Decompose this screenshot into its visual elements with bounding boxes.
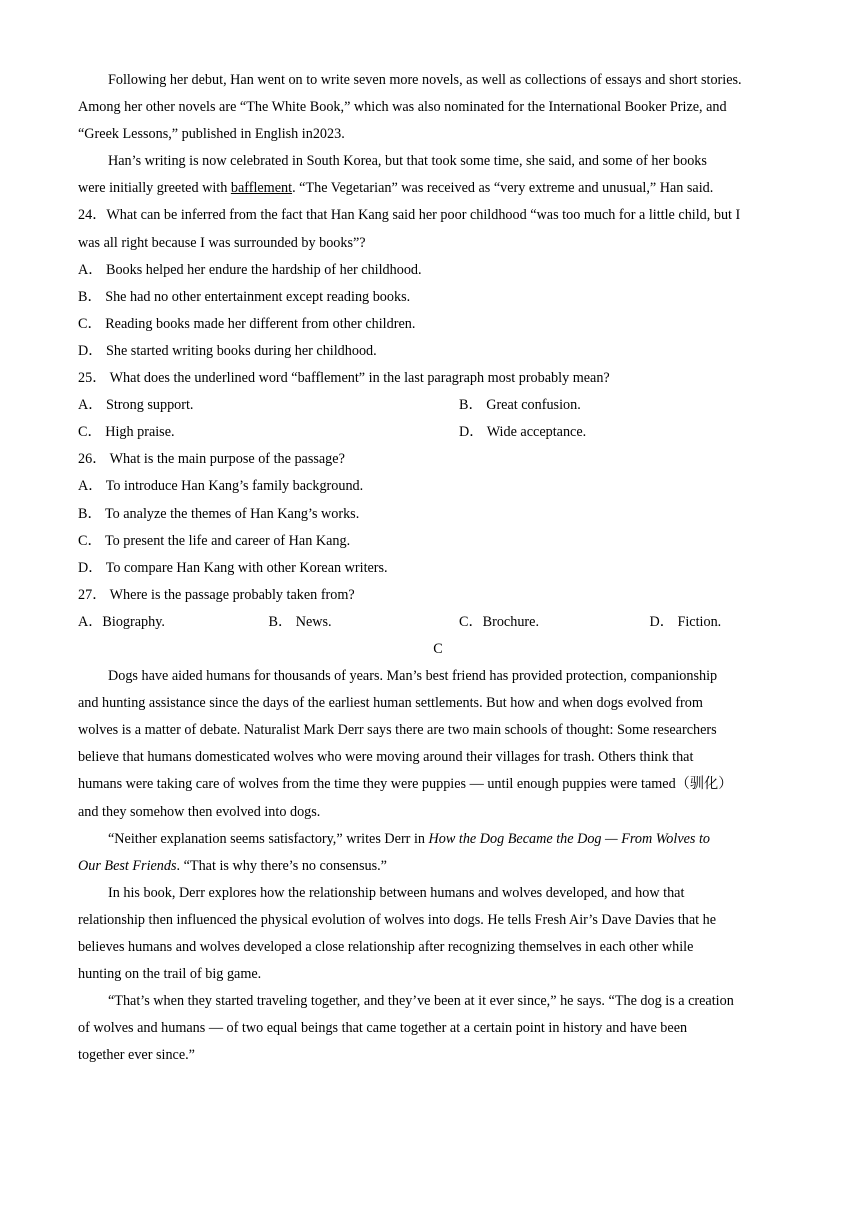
text-line: and they somehow then evolved into dogs. <box>78 803 321 820</box>
options-row <box>78 419 798 446</box>
option-d: D． Wide acceptance. <box>459 424 587 441</box>
option-b: B． She had no other entertainment except reading books. <box>78 288 411 305</box>
underlined-word: bafflement <box>230 180 293 197</box>
options-row <box>78 609 798 636</box>
text-line: hunting on the trail of big game. <box>78 966 262 983</box>
book-title: Our Best Friends <box>78 857 177 874</box>
option-d: D． To compare Han Kang with other Korean writers. <box>78 559 388 576</box>
options-row <box>78 392 798 419</box>
text-line: and hunting assistance since the days of the earliest human settlements. But how and when dogs evolved from <box>78 695 703 712</box>
text-line: In his book, Derr explores how the relationship between humans and wolves developed, and how that <box>108 884 685 901</box>
option-c: C． High praise. <box>78 424 175 441</box>
text-line: relationship then influenced the physical evolution of wolves into dogs. He tells Fresh Air’s Dave Davies that he <box>78 911 717 928</box>
text-span: . “That is why there’s no consensus.” <box>176 857 387 874</box>
text-line: believes humans and wolves developed a close relationship after recognizing themselves in each other while <box>78 939 694 955</box>
text-line: humans were taking care of wolves from the time they were puppies — until enough puppies were tamed（驯化） <box>78 776 733 793</box>
text-line <box>78 826 798 853</box>
text-line <box>78 853 798 880</box>
option-c: C． Reading books made her different from other children. <box>78 315 416 332</box>
paragraph-dogs-intro <box>78 663 798 826</box>
paragraph-han-novels <box>78 67 798 148</box>
text-line: Han’s writing is now celebrated in South Korea, but that took some time, she said, and some of her books <box>108 153 707 170</box>
book-title: How the Dog Became the Dog — From Wolves to <box>428 830 711 847</box>
section-heading: C <box>433 640 443 657</box>
paragraph-traveling-together <box>78 988 798 1069</box>
option-a: A． Books helped her endure the hardship of her childhood. <box>78 261 422 278</box>
paragraph-han-reception <box>78 148 798 202</box>
text-line: of wolves and humans — of two equal beings that came together at a certain point in history and have been <box>78 1020 688 1037</box>
question-stem: 24．What can be inferred from the fact that Han Kang said her poor childhood “was too much for a little child, but I <box>78 207 741 224</box>
option-d: D． Fiction. <box>649 613 722 630</box>
option-c: C． To present the life and career of Han Kang. <box>78 532 351 549</box>
text-span: . “The Vegetarian” was received as “very extreme and unusual,” Han said. <box>292 180 714 197</box>
text-line: “Greek Lessons,” published in English in2023. <box>78 126 345 143</box>
question-stem: 25． What does the underlined word “bafflement” in the last paragraph most probably mean? <box>78 370 610 387</box>
paragraph-derr-quote <box>78 826 798 880</box>
option-b: B． To analyze the themes of Han Kang’s works. <box>78 505 360 522</box>
question-24 <box>78 202 798 365</box>
option-c: C．Brochure. <box>459 613 539 630</box>
question-stem: 27． Where is the passage probably taken from? <box>78 586 355 603</box>
text-line: Following her debut, Han went on to write seven more novels, as well as collections of essays and short stories. <box>108 72 742 88</box>
text-line: together ever since.” <box>78 1047 195 1064</box>
document-page <box>78 67 798 1069</box>
paragraph-derr-book <box>78 880 798 988</box>
text-line: Among her other novels are “The White Book,” which was also nominated for the International Booker Prize, and <box>78 99 727 116</box>
question-27 <box>78 582 798 636</box>
text-span: “Neither explanation seems satisfactory,” writes Derr in <box>108 830 429 847</box>
question-stem: was all right because I was surrounded by books”? <box>78 234 366 251</box>
text-line: Dogs have aided humans for thousands of years. Man’s best friend has provided protection, companionship <box>108 668 718 685</box>
question-25 <box>78 365 798 446</box>
text-line: believe that humans domesticated wolves who were moving around their villages for trash. Others think that <box>78 749 694 766</box>
question-26 <box>78 446 798 581</box>
text-line: wolves is a matter of debate. Naturalist Mark Derr says there are two main schools of thought: Some researchers <box>78 722 717 739</box>
text-span: were initially greeted with <box>78 180 231 197</box>
text-line: “That’s when they started traveling together, and they’ve been at it ever since,” he says. “The dog is a creation <box>108 993 734 1010</box>
option-d: D． She started writing books during her childhood. <box>78 342 377 359</box>
option-b: B． Great confusion. <box>459 397 581 414</box>
text-line <box>78 175 798 202</box>
question-stem: 26． What is the main purpose of the passage? <box>78 451 345 468</box>
option-b: B． News. <box>268 613 332 630</box>
option-a: A．Biography. <box>78 613 165 630</box>
option-a: A． Strong support. <box>78 397 194 414</box>
option-a: A． To introduce Han Kang’s family background. <box>78 478 364 495</box>
